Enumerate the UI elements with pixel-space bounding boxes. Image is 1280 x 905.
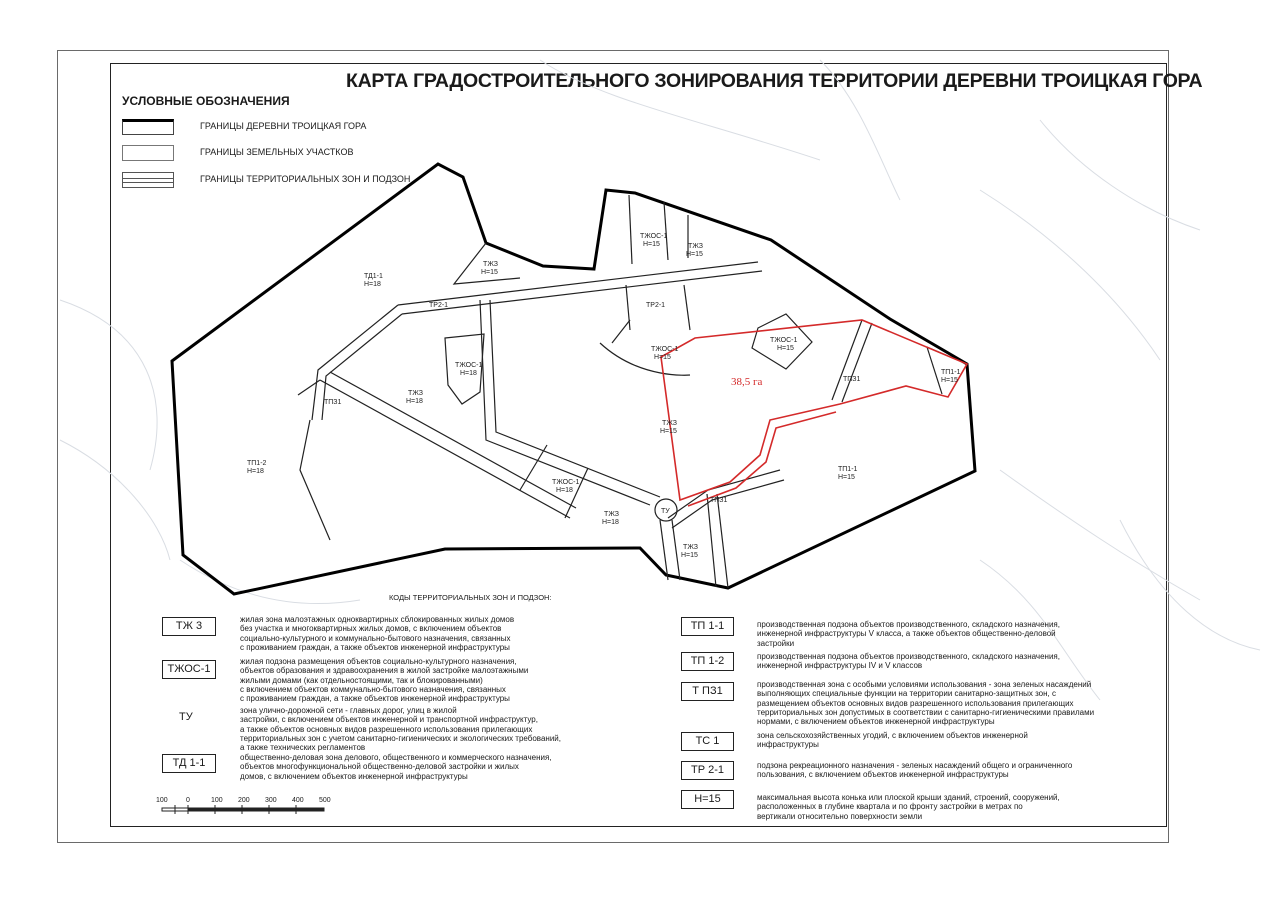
- zone-height-tzhos-left: Н=18: [460, 370, 477, 377]
- zone-height-tzhos-center: Н=15: [654, 354, 671, 361]
- code-badge-tu: ТУ: [179, 711, 193, 723]
- area-label: 38,5 га: [731, 376, 763, 388]
- zone-labels: [247, 233, 961, 559]
- code-badge-ts1: ТС 1: [681, 732, 734, 751]
- zone-label-tzhos-left: ТЖОС-1: [455, 362, 483, 369]
- code-desc-tp31: производственная зона с особыми условиями использования - зона зеленых насаждений выполняющих специальные функции на территории санитарно-защитных зон, с размещением объектов основных видов разрешенного использования прилегающих территориальных зон допустимых в соответствии с санитарно-гигиеническими правилами нормами, с включением объектов инженерной инфраструктуры: [757, 680, 1095, 727]
- zone-label-tp31-bottom: ТПЗ1: [710, 497, 728, 504]
- legend-label: ГРАНИЦЫ ДЕРЕВНИ ТРОИЦКАЯ ГОРА: [200, 121, 367, 131]
- zone-height-tzh3-bottom: Н=18: [602, 519, 619, 526]
- zone-height-tzh3-top: Н=15: [481, 269, 498, 276]
- zone-label-td1-1: ТД1-1: [364, 273, 383, 280]
- code-desc-tzhos-1: жилая подзона размещения объектов социально-культурного назначения, объектов образования и здравоохранения в жилой застройке малоэтажными жилыми домами (как отдельностоящими, так и блокированными) с включением объектов коммунально-бытового назначения, связанных с проживанием граждан, а также объектов инженерной инфраструктуры: [240, 657, 529, 704]
- legend-title: УСЛОВНЫЕ ОБОЗНАЧЕНИЯ: [122, 94, 290, 108]
- zone-label-tr2-1-left: ТР2-1: [429, 302, 449, 309]
- code-badge-tzhos-1: ТЖОС-1: [162, 660, 216, 679]
- code-badge-tr2-1: ТР 2-1: [681, 761, 734, 780]
- codes-title: КОДЫ ТЕРРИТОРИАЛЬНЫХ ЗОН И ПОДЗОН:: [389, 593, 552, 602]
- code-desc-tzh3: жилая зона малоэтажных одноквартирных сблокированных жилых домов без участка и многоквартирных жилых домов, с включением объектов социально-культурного и коммунально-бытового назначения, связанных с проживанием граждан, а также объектов инженерной инфраструктуры: [240, 615, 515, 652]
- zone-label-tzhos-bottom: ТЖОС-1: [552, 479, 580, 486]
- code-badge-tzh3: ТЖ 3: [162, 617, 216, 636]
- zone-label-tzh3-bottom: ТЖЗ: [604, 511, 619, 518]
- zone-height-tzh3-top-right: Н=15: [686, 251, 703, 258]
- plot-tzhos-left: [445, 334, 484, 404]
- zone-label-tzh3-mid: ТЖЗ: [662, 420, 677, 427]
- legend-label: ГРАНИЦЫ ЗЕМЕЛЬНЫХ УЧАСТКОВ: [200, 147, 354, 157]
- zone-label-tzh3-left: ТЖЗ: [408, 390, 423, 397]
- code-desc-tp1-2: производственная подзона объектов производственного, складского назначения, инженерной инфраструктуры IV и V классов: [757, 652, 1060, 671]
- zone-height-tp1-1-big: Н=15: [838, 474, 855, 481]
- zone-label-tp31-right: ТПЗ1: [843, 376, 861, 383]
- highlight-outline: [661, 320, 967, 500]
- code-desc-td1-1: общественно-деловая зона делового, общественного и коммерческого назначения, объектов многофункциональной общественно-деловой застройки и жилых домов, с включением объектов инженерной инфраструктуры: [240, 753, 552, 781]
- roads-and-zone-lines: [298, 195, 967, 588]
- scale-tick-label: 0: [186, 797, 190, 804]
- scale-tick-label: 500: [319, 797, 331, 804]
- scale-tick-label: 100: [156, 797, 168, 804]
- zone-label-tp31-left: ТПЗ1: [324, 399, 342, 406]
- background-survey-lines: [60, 60, 1260, 700]
- zone-label-tp1-1-east: ТП1-1: [941, 369, 961, 376]
- zone-label-tr2-1-center: ТР2-1: [646, 302, 666, 309]
- zone-height-tzh3-left: Н=18: [406, 398, 423, 405]
- code-desc-ts1: зона сельскохозяйственных угодий, с включением объектов инженерной инфраструктуры: [757, 731, 1028, 750]
- legend-label: ГРАНИЦЫ ТЕРРИТОРИАЛЬНЫХ ЗОН И ПОДЗОН: [200, 174, 411, 184]
- code-desc-h15: максимальная высота конька или плоской крыши зданий, строений, сооружений, расположенных в глубине квартала и по фронту застройки в метрах по вертикали относительно поверхности земли: [757, 793, 1060, 821]
- zone-label-tzhos-center: ТЖОС-1: [651, 346, 679, 353]
- code-badge-td1-1: ТД 1-1: [162, 754, 216, 773]
- code-badge-tp1-2: ТП 1-2: [681, 652, 734, 671]
- scale-tick-label: 200: [238, 797, 250, 804]
- code-desc-tr2-1: подзона рекреационного назначения - зеленых насаждений общего и ограниченного пользования, с включением объектов инженерной инфраструктуры: [757, 761, 1073, 780]
- code-desc-tp1-1: производственная подзона объектов производственного, складского назначения, инженерной инфраструктуры V класса, а также объектов общественно-деловой застройки: [757, 620, 1060, 648]
- scale-tick-label: 100: [211, 797, 223, 804]
- zone-label-tzhos-right: ТЖОС-1: [770, 337, 798, 344]
- zone-height-tzh3-south: Н=15: [681, 552, 698, 559]
- code-badge-tp31: Т ПЗ1: [681, 682, 734, 701]
- map-title: КАРТА ГРАДОСТРОИТЕЛЬНОГО ЗОНИРОВАНИЯ ТЕРРИТОРИИ ДЕРЕВНИ ТРОИЦКАЯ ГОРА: [346, 70, 1203, 92]
- highlighted-area: [661, 320, 967, 506]
- zone-label-tu: ТУ: [661, 508, 670, 515]
- scale-segment: [188, 808, 324, 811]
- code-desc-tu: зона улично-дорожной сети - главных дорог, улиц в жилой застройки, с включением объектов инженерной и транспортной инфраструктур, а также объектов основных видов разрешенного использования прилегающих территориальных зон с учетом санитарно-гигиенических и экологических требований, а также технических регламентов: [240, 706, 561, 753]
- zone-label-tp1-1-big: ТП1-1: [838, 466, 858, 473]
- zone-label-tzhos-top: ТЖОС-1: [640, 233, 668, 240]
- zone-label-tzh3-top-right: ТЖЗ: [688, 243, 703, 250]
- scale-tick-label: 400: [292, 797, 304, 804]
- zone-height-tp1-2: Н=18: [247, 468, 264, 475]
- scale-tick-label: 300: [265, 797, 277, 804]
- code-badge-tp1-1: ТП 1-1: [681, 617, 734, 636]
- highlight-inner-line: [688, 412, 836, 506]
- zone-height-tzh3-mid: Н=15: [660, 428, 677, 435]
- zone-height-td1-1: Н=18: [364, 281, 381, 288]
- code-badge-h15: Н=15: [681, 790, 734, 809]
- zone-height-tzhos-top: Н=15: [643, 241, 660, 248]
- zone-label-tzh3-south: ТЖЗ: [683, 544, 698, 551]
- scale-bar: [162, 805, 324, 814]
- zone-label-tp1-2: ТП1-2: [247, 460, 267, 467]
- zone-label-tzh3-top: ТЖЗ: [483, 261, 498, 268]
- zone-height-tp1-1-east: Н=15: [941, 377, 958, 384]
- zone-height-tzhos-bottom: Н=18: [556, 487, 573, 494]
- land-plots: [445, 314, 812, 521]
- zone-height-tzhos-right: Н=15: [777, 345, 794, 352]
